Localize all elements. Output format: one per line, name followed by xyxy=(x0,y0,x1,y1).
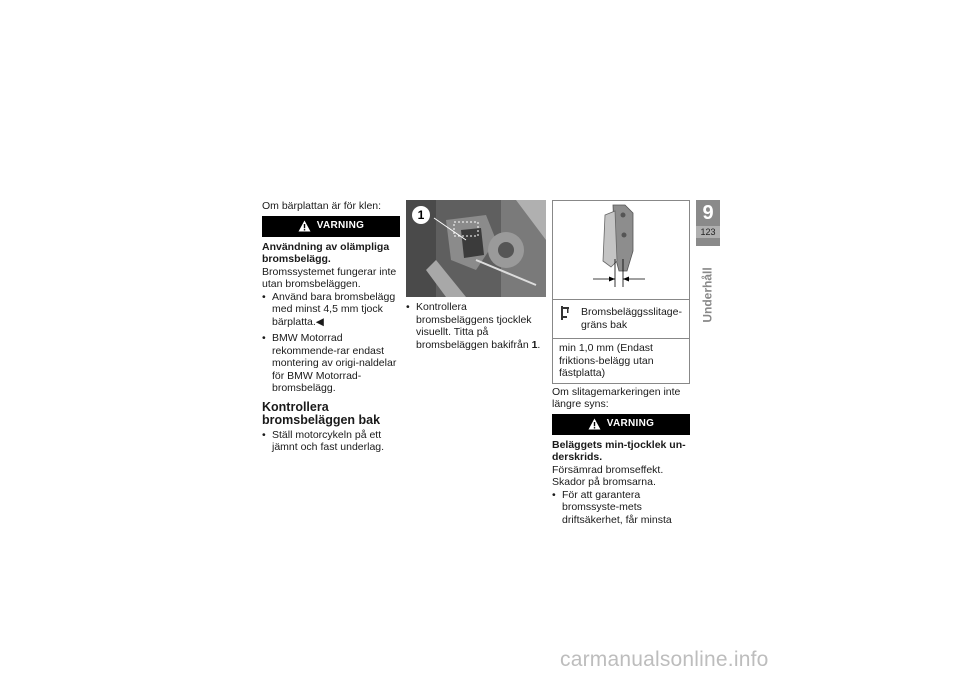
chapter-number: 9 xyxy=(702,202,714,224)
warning-text: Försämrad bromseffekt. Skador på bromsarna. xyxy=(552,463,664,488)
spec-table xyxy=(552,300,690,384)
list-item: • Ställ motorcykeln på ett jämnt och fast underlag. xyxy=(262,428,385,453)
list-item: • BMW Motorrad rekommende-rar endast montering av origi-naldelar för BMW Motorrad-bromsbelägg. xyxy=(262,332,397,394)
warning-label: VARNING xyxy=(316,219,365,231)
warning-icon xyxy=(588,418,601,430)
intro-text: Om slitagemarkeringen inte längre syns: xyxy=(552,385,681,410)
spec-header xyxy=(553,300,689,339)
list-item: • Kontrollera bromsbeläggens tjocklek visuellt. Titta på bromsbeläggen bakifrån 1. xyxy=(406,301,541,351)
bullet-text: Använd bara bromsbelägg med minst 4,5 mm tjock bärplatta. xyxy=(272,290,396,328)
callout-badge: 1 xyxy=(412,206,430,224)
list-item: • Använd bara bromsbelägg med minst 4,5 mm tjock bärplatta.◀ xyxy=(262,290,396,328)
list-item: • För att garantera bromssyste-mets driftsäkerhet, får minsta xyxy=(552,488,672,526)
chapter-title: Underhåll xyxy=(701,267,715,323)
warning-title: Beläggets min-tjocklek un-derskrids. xyxy=(552,438,686,463)
column-1 xyxy=(262,200,400,454)
bullet-text: Kontrollera bromsbeläggens tjocklek visuellt. Titta på bromsbeläggen bakifrån xyxy=(416,301,532,351)
intro-text: Om bärplattan är för klen: xyxy=(262,200,382,212)
column-3 xyxy=(552,200,690,526)
bullet-punct: . xyxy=(537,338,541,351)
brake-pad-photo xyxy=(406,200,546,297)
watermark: carmanualsonline.info xyxy=(560,648,769,671)
warning-banner xyxy=(262,216,400,237)
column-2 xyxy=(406,200,546,351)
end-marker-icon: ◀ xyxy=(315,315,324,328)
page-number: 123 xyxy=(696,226,720,238)
chapter-tab xyxy=(696,200,720,246)
warning-icon xyxy=(298,220,311,232)
caliper-gauge-icon xyxy=(559,306,581,334)
spec-label: Bromsbeläggsslitage-gräns bak xyxy=(581,306,682,331)
bullet-text: För att garantera bromssyste-mets driftsäkerhet, får minsta xyxy=(562,488,672,526)
section-heading: Kontrollera bromsbeläggen bak xyxy=(262,399,381,427)
warning-text: Bromssystemet fungerar inte utan bromsbeläggen. xyxy=(262,265,397,290)
spec-value: min 1,0 mm (Endast friktions-belägg utan fästplatta) xyxy=(559,342,654,379)
warning-title: Användning av olämpliga bromsbelägg. xyxy=(262,240,390,265)
bullet-text: Ställ motorcykeln på ett jämnt och fast underlag. xyxy=(272,428,385,453)
bullet-text: BMW Motorrad rekommende-rar endast montering av origi-naldelar för BMW Motorrad-bromsbelägg. xyxy=(272,332,397,394)
callout-ref: 1 xyxy=(531,338,538,351)
brake-pad-diagram xyxy=(552,200,690,300)
warning-banner xyxy=(552,414,690,435)
chapter-label xyxy=(696,250,720,340)
warning-label: VARNING xyxy=(606,417,655,429)
